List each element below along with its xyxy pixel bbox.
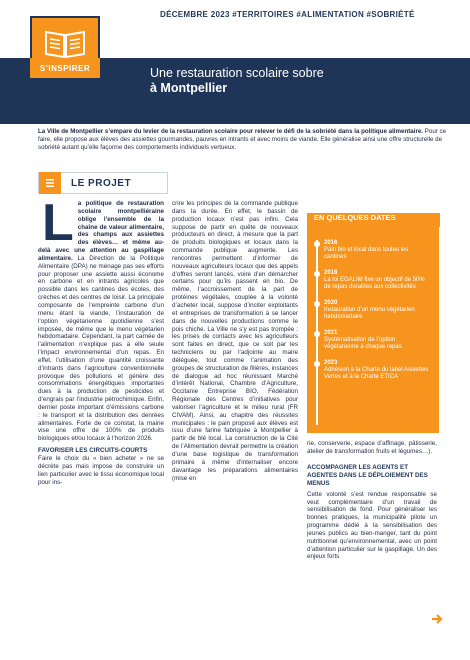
next-page-arrow-icon	[430, 612, 444, 626]
timeline-year: 2020	[324, 300, 338, 306]
page-title	[150, 66, 410, 96]
drop-cap: L	[42, 194, 74, 252]
projet-label: LE PROJET	[71, 177, 132, 189]
timeline-dot	[314, 271, 320, 277]
timeline-item	[324, 240, 430, 261]
timeline-text: La loi EGALIM fixe un objectif de 50% de repas durables aux collectivités	[324, 277, 425, 290]
intro-bold: La Ville de Montpellier s’empare du levier de la restauration scolaire pour relever le défi de la sobriété dans la politique alimentaire.	[38, 128, 424, 135]
col3-body-top: rie, conserverie, espace d’affinage, pâtisserie, atelier de transformation fruits et légumes…).	[307, 440, 437, 455]
subhead-circuits-courts: FAVORISER LES CIRCUITS-COURTS	[38, 447, 148, 455]
col3-body: Cette volonté s’est rendue responsable se veut complémentaire d’un travail de sensibilisation de fond. Pour généraliser les bonnes pratiques, la municipalité pilote un programme dédié à la sensibilisation des jeunes publics au bien-manger, tant du point nutritionnel qu’environnemental, avec un point d’attention particulier sur le gaspillage. Un des enjeux forts	[307, 490, 437, 561]
col2-body: crire les principes de la commande publique dans la durée. En effet, le bassin de production locaux n’est pas infini. Cela suppose de partir en quête de nouveaux producteurs en direct, à mesure que la part de produits biologiques et locaux dans la commande publique augmente. Les rencontres permettent d’informer de nouveaux agriculteurs locaux que des appels d’offres seront lancés, voire d’en démarcher certains pour qu’ils passent en bio. De même, l’accroissement de la part de protéines végétales, couplée à la volonté d’acheter local, suppose d’inciter exploitants et entreprises de transformation à se lancer dans de nouvelles productions comme le pois chiche. La Ville ne s’y est pas trompée : les prises de contacts avec les agriculteurs sont faites en direct, que ce soit par les techniciens ou par l’adjointe au maire déléguée, tout comme l’animation des groupes de structuration de filières, instances de dialogue ad hoc réunissant Marché d’intérêt National, Chambre d’Agriculture, Occitanie Entreprise BIO, Fédération Régionale des Centres d’initiatives pour valoriser l’agriculture et le milieu rural (FR CIVAM). Ainsi, au chapitre des réussites municipales : le pain proposé aux élèves est issu d’une farine fabriquée à Montpellier à partir de blé local. La construction de la Cité de l’Alimentation devrait permettre la création d’une base logistique de transformation primaire à même d’internaliser encore davantage les préparations alimentaires (mise en	[172, 200, 298, 482]
lead-bold: a politique de restauration scolaire montpelliéraine oblige l’ensemble de la chaîne de valeur alimentaire, des champs aux assiettes des élèves… et même au-delà avec une attention au gaspillage alimentaire.	[38, 200, 164, 262]
col1-body: La Direction de la Politique Alimentaire (DPA) ne ménage pas ses efforts pour proposer une assiette aussi économe en carbone et en intrants agricoles que possible dans les cantines des écoles, des crèches et des centres de loisir. La principale composante de l’empreinte carbone d’un menu étant la viande, l’instauration de l’option végétarienne quotidienne s’est imposée, de même que le menu végétarien hebdomadaire. Cependant, la part carnée de l’alimentation n’explique pas à elle seule l’impact environnemental d’un repas. En effet, l’utilisation d’une quantité croissante d’intrants dans l’agriculture conventionnelle provoque des pollutions et génère des consommations énergétiques importantes dues à la production de pesticides et d’engrais par l’industrie pétrochimique. Enfin, dernier poste important d’émissions carbone : le transport et la distribution des denrées alimentaires. Forte de ce constat, la mairie vise une offre de 100% de produits biologiques et/ou locaux à l’horizon 2026.	[38, 254, 164, 443]
timeline-year: 2023	[324, 360, 338, 366]
timeline-year: 2021	[324, 330, 338, 336]
timeline-dot	[314, 241, 320, 247]
col1-body-2: Faire le choix du « bien acheter » ne se décrète pas mais impose de construire un lien particulier avec le tissu économique local pour ins-	[38, 455, 164, 486]
title-line-2: à Montpellier	[150, 81, 228, 95]
subhead-accompagner: ACCOMPAGNER LES AGENTS ET AGENTES DANS LE DÉPLOIEMENT DES MENUS	[307, 463, 428, 487]
book-icon	[43, 28, 87, 60]
timeline-text: Systématisation de l’option végétarienne à chaque repas	[324, 337, 402, 350]
timeline-text: Instauration d’un menu végétarien hebdomadaire	[324, 307, 415, 320]
timeline-text: Adhésion à la Charte du label Assiettes Vertes et à la Charte ETICA	[324, 367, 429, 380]
timeline	[324, 240, 430, 390]
section-tag: S’INSPIRER	[30, 58, 100, 78]
article-column-1	[38, 194, 164, 486]
timeline-item	[324, 330, 430, 351]
timeline-year: 2016	[324, 240, 338, 246]
timeline-text: Pain bio et local dans toutes les cantines	[324, 247, 409, 260]
timeline-year: 2018	[324, 270, 338, 276]
article-column-3	[307, 440, 437, 561]
list-icon	[39, 172, 61, 194]
timeline-item	[324, 300, 430, 321]
title-line-1: Une restauration scolaire sobre	[150, 66, 324, 80]
timeline-dot	[314, 361, 320, 367]
timeline-item	[324, 270, 430, 291]
article-column-2	[172, 200, 298, 482]
projet-heading	[38, 172, 168, 194]
sidebar-title: EN QUELQUES DATES	[308, 213, 440, 227]
timeline-dot	[314, 301, 320, 307]
intro-paragraph	[38, 128, 448, 152]
timeline-item	[324, 360, 430, 381]
top-hashtags: DÉCEMBRE 2023 #TERRITOIRES #ALIMENTATION #SOBRIÉTÉ	[160, 10, 415, 19]
intro-rest: Pour ce faire, elle propose aux élèves des assiettes gourmandes, pauvres en intrants et avec moins de viande. Elle généralise ainsi une offre structurelle de sobriété autant qu’elle façonne des comportements individuels vertueux.	[38, 128, 447, 151]
timeline-dot	[314, 331, 320, 337]
